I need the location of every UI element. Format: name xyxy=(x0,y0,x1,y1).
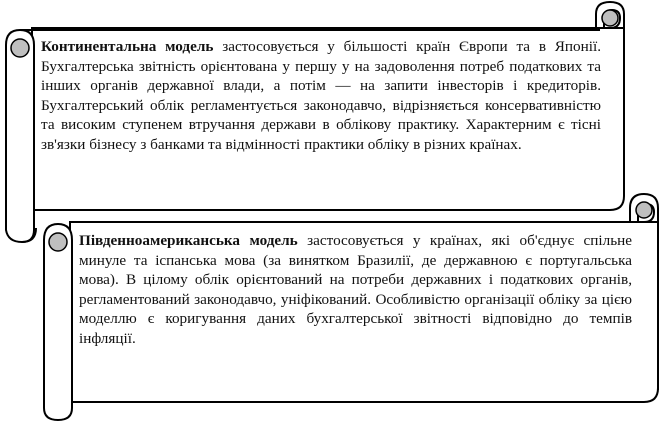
scroll-1-text xyxy=(41,37,601,155)
scroll-2-curl-right xyxy=(636,202,652,218)
scroll-1-curl-left xyxy=(11,39,29,57)
scroll-2-body: застосовується у країнах, які об'єднує спільне минуле та іспанська мова (за винятком Бразилії, де державною є португальська мова). В цілому облік орієнтований на потреби державних і податкових органів, регламентований законодавчо, уніфікований. Особливістю організації обліку за цією моделлю є коригування даних бухгалтерської звітності відповідно до темпів інфляції. xyxy=(79,232,632,347)
scroll-1-body: застосовується у більшості країн Європи та в Японії. Бухгалтерська звітність орієнтована у першу у на задоволення потреб податкових та інших органів державної влади, а потім — на запити інвесторів і кредиторів. Бухгалтерський облік регламентується законодавчо, відрізняється консервативністю та високим ступенем втручання держави в облікову практику. Характерним є тісні зв'язки бізнесу з банками та відмінності практики обліку в різних країнах. xyxy=(41,38,601,153)
scroll-2-curl-left xyxy=(49,233,67,251)
scroll-2-heading: Південноамериканська модель xyxy=(79,232,298,249)
scroll-2-text xyxy=(79,231,632,349)
scroll-1-heading: Континентальна модель xyxy=(41,38,214,55)
scroll-1-curl-right xyxy=(602,10,618,26)
